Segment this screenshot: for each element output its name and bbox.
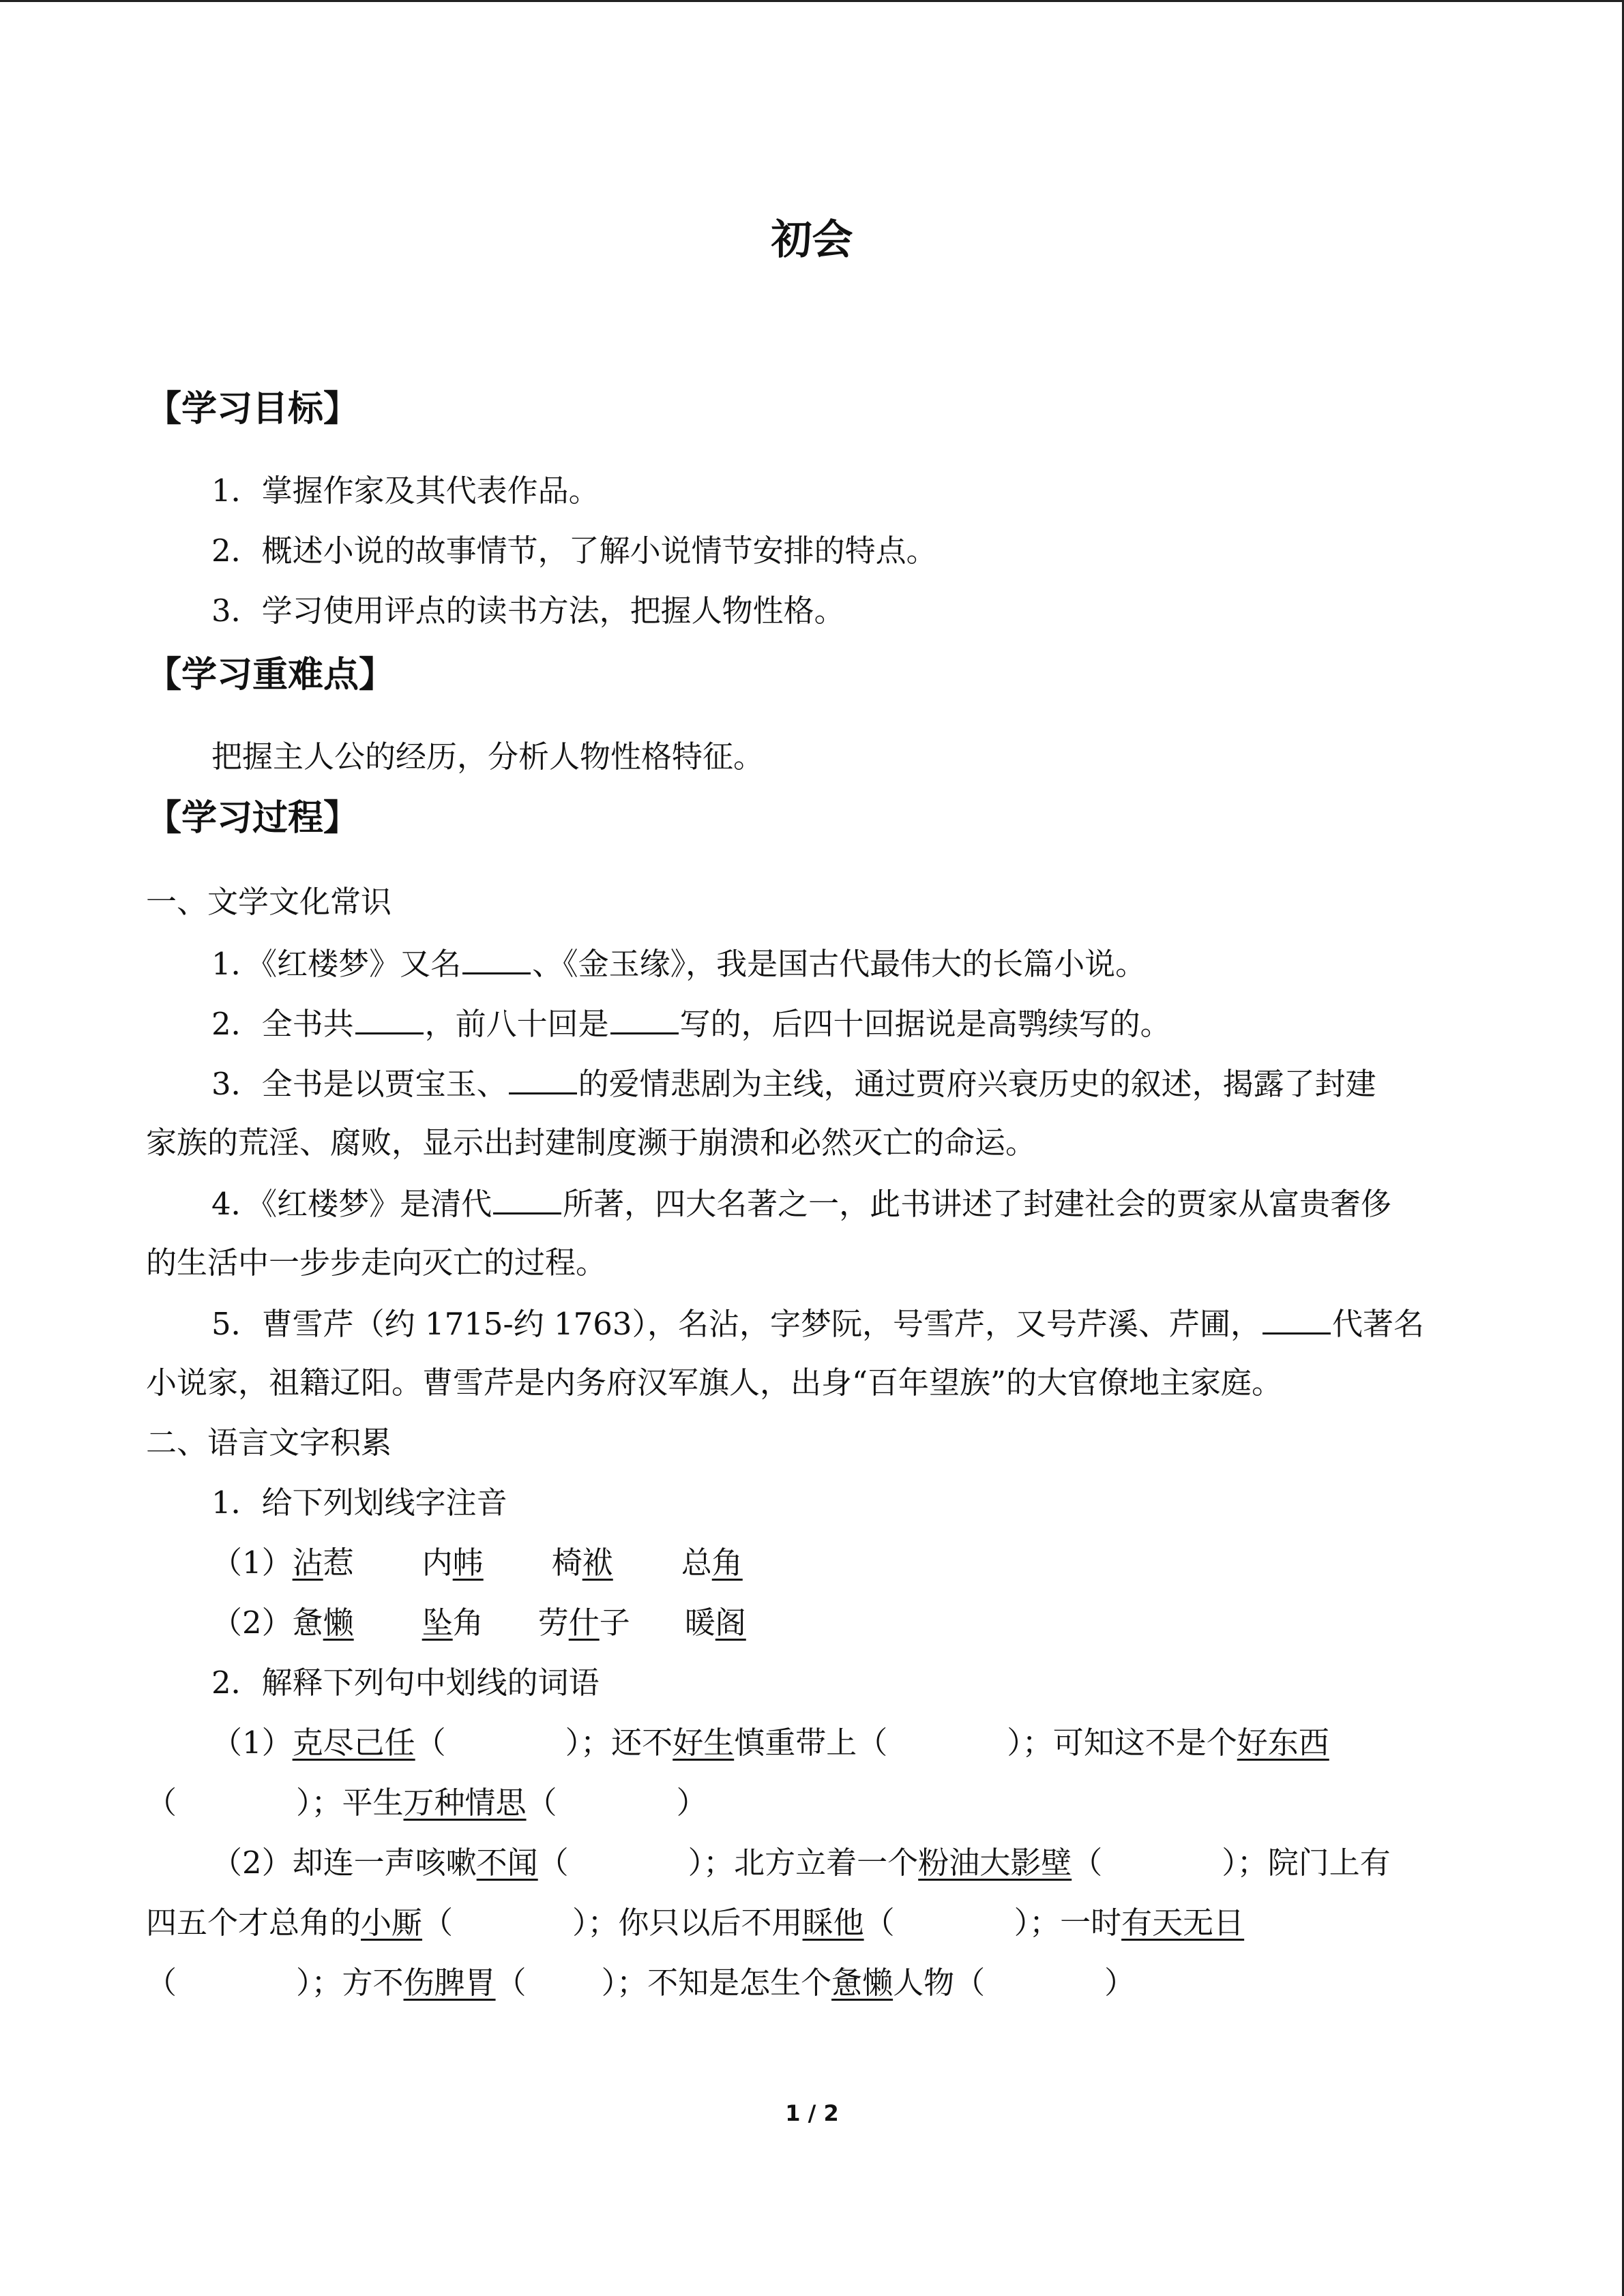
answer-blank[interactable] [493,1182,561,1214]
section-title: 二、语言文字积累 [146,1425,392,1461]
question-3: 3．全书是以贾宝玉、 的爱情悲剧为主线，通过贾府兴衰历史的叙述，揭露了封建 [211,1062,1376,1105]
pinyin-task-title: 1．给下列划线字注音 [211,1485,507,1521]
question-5: 5．曹雪芹（约 1715-约 1763），名沾，字梦阮，号雪芹，又号芹溪、芹圃， 代著名 [211,1302,1424,1345]
answer-blank[interactable] [462,942,531,974]
explain-line: （ ）；方不伤脾胃（ ）；不知是怎生个惫懒人物（ ） [146,1965,1136,2001]
page-number: 1 / 2 [785,2100,839,2126]
explain-line: 四五个才总角的小厮（ ）；你只以后不用睬他（ ）；一时有天无日 [146,1905,1245,1941]
goal-item: 3．学习使用评点的读书方法，把握人物性格。 [211,593,845,629]
answer-blank[interactable] [610,1002,679,1034]
keypoints-text: 把握主人公的经历，分析人物性格特征。 [211,739,765,775]
question-4-cont: 的生活中一步步走向灭亡的过程。 [146,1244,607,1281]
answer-blank[interactable] [355,1002,424,1034]
pinyin-row: （2）惫懒 坠角 劳什子 暖阁 [211,1605,746,1641]
explain-line: （1）克尽己任（ ）；还不好生慎重带上（ ）；可知这不是个好东西 [211,1725,1329,1761]
question-1: 1．《红楼梦》又名 、《金玉缘》，我是国古代最伟大的长篇小说。 [211,942,1146,985]
goals-heading: 【学习目标】 [146,389,359,430]
question-3-cont: 家族的荒淫、腐败，显示出封建制度濒于崩溃和必然灭亡的命运。 [146,1124,1037,1161]
explain-task-title: 2．解释下列句中划线的词语 [211,1665,600,1701]
explain-line: （2）却连一声咳嗽不闻（ ）；北方立着一个粉油大影壁（ ）；院门上有 [211,1845,1391,1881]
section-title: 一、文学文化常识 [146,884,392,920]
page-title: 初会 [771,216,853,264]
question-4: 4．《红楼梦》是清代 所著，四大名著之一，此书讲述了封建社会的贾家从富贵奢侈 [211,1182,1391,1225]
goal-item: 2．概述小说的故事情节，了解小说情节安排的特点。 [211,533,937,569]
question-2: 2．全书共 ，前八十回是 写的，后四十回据说是高鹗续写的。 [211,1002,1171,1045]
question-5-cont: 小说家，祖籍辽阳。曹雪芹是内务府汉军旗人，出身“百年望族”的大官僚地主家庭。 [146,1365,1283,1401]
pinyin-row: （1）沾惹 内帏 椅袱 总角 [211,1545,743,1581]
page-border-top [0,0,1624,2]
answer-blank[interactable] [1263,1302,1331,1335]
process-heading: 【学习过程】 [146,798,359,839]
goal-item: 1．掌握作家及其代表作品。 [211,473,600,509]
answer-blank[interactable] [509,1062,577,1094]
explain-line: （ ）；平生万种情思（ ） [146,1785,707,1821]
keypoints-heading: 【学习重难点】 [146,655,395,696]
